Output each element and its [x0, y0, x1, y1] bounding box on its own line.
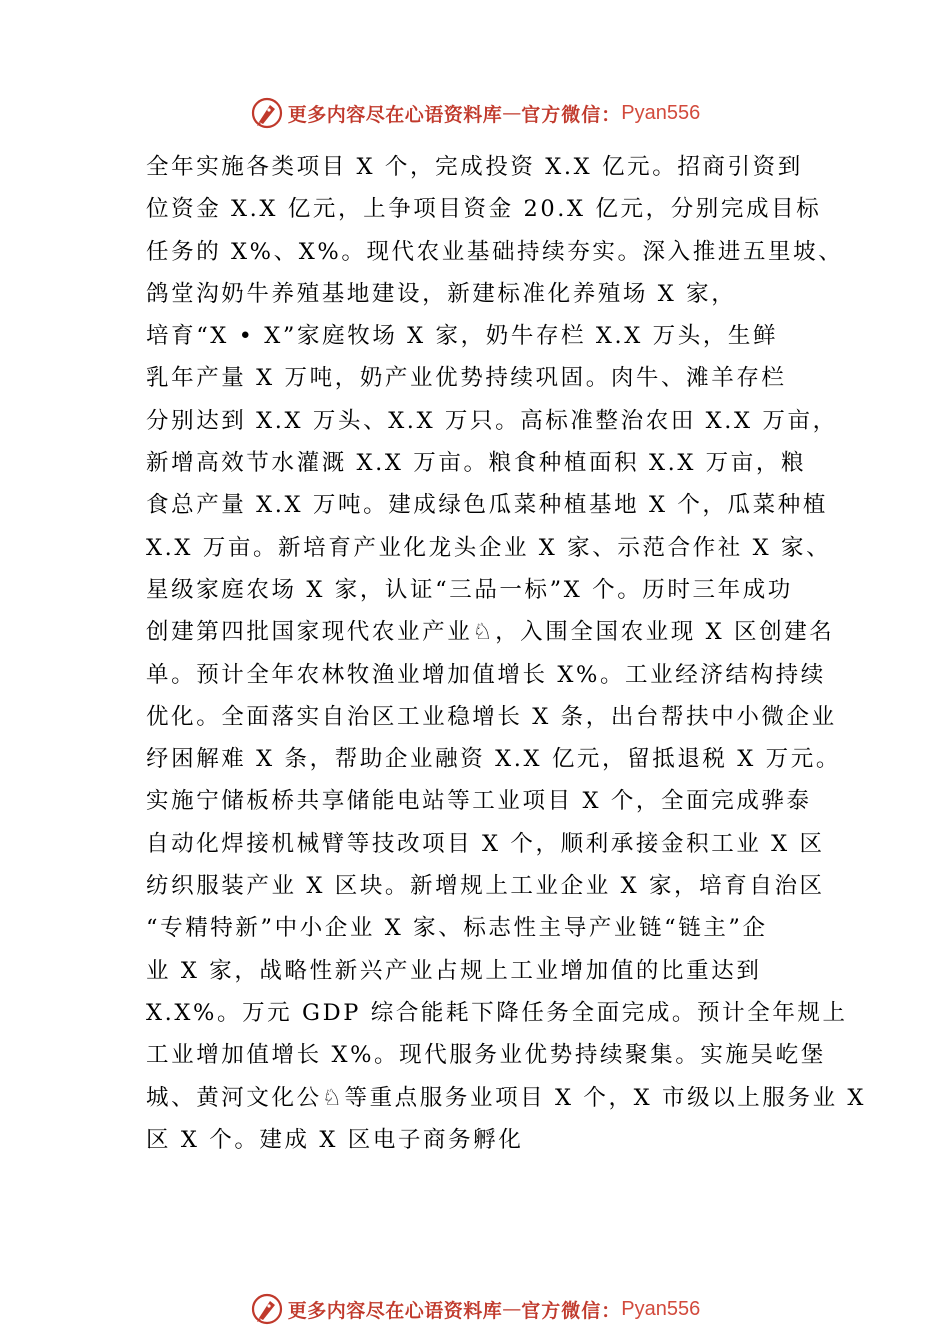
text-line: 分别达到 X.X 万头、X.X 万只。高标准整治农田 X.X 万亩，	[146, 407, 838, 434]
watermark-dash: —	[502, 102, 522, 124]
watermark-header	[0, 96, 950, 130]
pen-nib-logo-icon	[250, 1292, 284, 1326]
watermark-dash: —	[502, 1298, 522, 1320]
watermark-footer	[0, 1292, 950, 1326]
watermark-brand: 更多内容尽在心语资料库	[287, 1299, 503, 1322]
text-line: 纺织服装产业 X 区块。新增规上工业企业 X 家，培育自治区	[146, 873, 825, 900]
text-line: 创建第四批国家现代农业产业♘，入围全国农业现 X 区创建名	[146, 619, 835, 646]
text-line: X.X 万亩。新培育产业化龙头企业 X 家、示范合作社 X 家、	[146, 534, 832, 561]
text-line: “专精特新”中小企业 X 家、标志性主导产业链“链主”企	[146, 915, 768, 942]
text-line: 业 X 家，战略性新兴产业占规上工业增加值的比重达到	[146, 957, 762, 984]
watermark-wechat-id: Pyan556	[621, 101, 701, 124]
text-line: 优化。全面落实自治区工业稳增长 X 条，出台帮扶中小微企业	[146, 703, 837, 730]
text-line: 鸽堂沟奶牛养殖基地建设，新建标准化养殖场 X 家，	[146, 280, 737, 307]
text-line: 任务的 X%、X%。现代农业基础持续夯实。深入推进五里坡、	[146, 238, 844, 265]
text-line: X.X%。万元 GDP 综合能耗下降任务全面完成。预计全年规上	[146, 999, 848, 1026]
text-line: 纾困解难 X 条，帮助企业融资 X.X 亿元，留抵退税 X 万元。	[146, 746, 841, 773]
text-line: 星级家庭农场 X 家，认证“三品一标”X 个。历时三年成功	[146, 576, 793, 603]
text-line: 工业增加值增长 X%。现代服务业优势持续聚集。实施吴屹堡	[146, 1042, 826, 1069]
watermark-official-label: 官方微信：	[521, 1299, 622, 1322]
text-line: 食总产量 X.X 万吨。建成绿色瓜菜种植基地 X 个，瓜菜种植	[146, 492, 828, 519]
text-line: 新增高效节水灌溉 X.X 万亩。粮食种植面积 X.X 万亩，粮	[146, 450, 807, 477]
watermark-official-label: 官方微信：	[521, 103, 622, 126]
body-text	[146, 146, 867, 1161]
text-line: 全年实施各类项目 X 个，完成投资 X.X 亿元。招商引资到	[146, 154, 803, 180]
text-line: 实施宁储板桥共享储能电站等工业项目 X 个，全面完成骅泰	[146, 788, 812, 815]
text-line: 城、黄河文化公♘等重点服务业项目 X 个，X 市级以上服务业 X	[146, 1084, 867, 1111]
text-line: 自动化焊接机械臂等技改项目 X 个，顺利承接金积工业 X 区	[146, 830, 825, 857]
text-line: 乳年产量 X 万吨，奶产业优势持续巩固。肉牛、滩羊存栏	[146, 365, 787, 392]
pen-nib-logo-icon	[250, 96, 284, 130]
text-line: 位资金 X.X 亿元，上争项目资金 20.X 亿元，分别完成目标	[146, 196, 822, 223]
text-line: 单。预计全年农林牧渔业增加值增长 X%。工业经济结构持续	[146, 661, 826, 688]
text-line: 培育“X • X”家庭牧场 X 家，奶牛存栏 X.X 万头，生鲜	[146, 323, 779, 350]
watermark-brand: 更多内容尽在心语资料库	[287, 103, 503, 126]
text-line: 区 X 个。建成 X 区电子商务孵化	[146, 1126, 524, 1153]
watermark-wechat-id: Pyan556	[621, 1297, 701, 1320]
